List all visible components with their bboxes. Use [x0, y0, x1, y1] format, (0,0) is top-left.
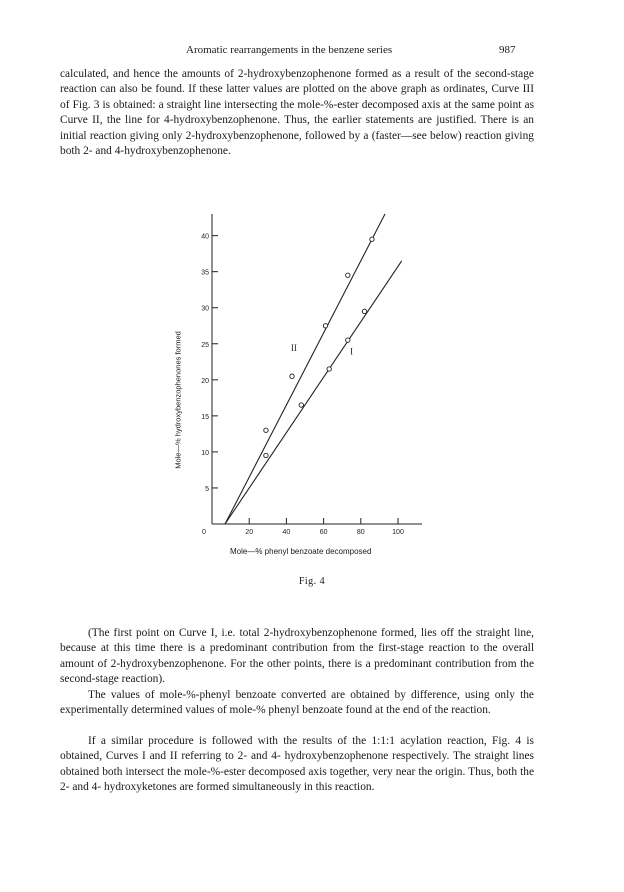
chart-svg — [160, 210, 450, 600]
paragraph-intro: calculated, and hence the amounts of 2-hydroxybenzophenone formed as a result of the second-stage reaction can also be found. If these latter values are plotted on the above graph as ordinates, Curve III of Fig. 3 is obtained: a straight line intersecting the mole-%-ester decomposed axis at the same point as Curve II, the line for 4-hydroxybenzophenone. Thus, the earlier statements are justified. There is an initial reaction giving only 2-hydroxybenzophenone, followed by a (faster—see below) reaction giving both 2- and 4-hydroxybenzophenone. — [60, 68, 534, 158]
paragraph-note: (The first point on Curve I, i.e. total 2-hydroxybenzophenone formed, lies off the straight line, because at this time there is a predominant contribution from the first-stage reaction to the overall amount of 2-hydroxybenzophenone. For the other points, there is a predominant contribution from the second-stage reaction). — [60, 627, 534, 686]
x-tick-label: 60 — [319, 529, 328, 536]
y-tick-label: 15 — [201, 413, 209, 421]
data-point-II — [264, 428, 268, 432]
x-tick-label: 80 — [356, 529, 365, 536]
x-axis-label: Mole—% phenyl benzoate decomposed — [230, 547, 372, 556]
y-tick-label: 20 — [201, 377, 209, 385]
running-title: Aromatic rearrangements in the benzene series — [186, 44, 393, 56]
page-number: 987 — [499, 44, 516, 56]
y-tick-label: 10 — [201, 449, 209, 457]
data-point-II — [346, 273, 350, 277]
data-point-II — [290, 374, 294, 378]
x-tick-label: 0 — [202, 529, 206, 536]
data-point-II — [370, 237, 374, 241]
page-header — [0, 44, 624, 60]
y-tick-label: 25 — [201, 341, 209, 349]
y-tick-label: 30 — [201, 305, 209, 313]
x-tick-label: 20 — [245, 529, 254, 536]
data-point-I — [327, 367, 331, 371]
y-tick-label: 35 — [201, 269, 209, 277]
series-line-II — [225, 214, 385, 524]
figure-4 — [160, 210, 450, 600]
y-tick-label: 40 — [201, 233, 209, 241]
paragraph-values: The values of mole-%-phenyl benzoate converted are obtained by difference, using only the experimentally determined values of mole-% phenyl benzoate found at the end of the reaction. — [60, 689, 534, 717]
data-point-I — [346, 338, 350, 342]
y-tick-label: 5 — [205, 485, 209, 493]
data-point-II — [323, 324, 327, 328]
paragraph-conclusion: If a similar procedure is followed with the results of the 1:1:1 acylation reaction, Fig. 4 is obtained, Curves I and II referring to 2- and 4- hydroxybenzophenone respectively. The straight lines obtained both intersect the mole-%-ester decomposed axis together, very near the origin. Thus, both the 2- and 4- hydroxyketones are formed simultaneously in this reaction. — [60, 735, 534, 794]
data-point-I — [264, 453, 268, 457]
data-point-I — [299, 403, 303, 407]
y-axis-label-text: Mole—% hydroxybenzophenones formed — [173, 331, 183, 469]
x-tick-label: 100 — [392, 529, 404, 536]
figure-caption: Fig. 4 — [298, 576, 326, 587]
curve-label-I: I — [350, 346, 353, 357]
series-line-I — [225, 261, 402, 524]
x-tick-label: 40 — [282, 529, 291, 536]
curve-label-II: II — [290, 342, 297, 353]
data-point-I — [362, 309, 366, 313]
